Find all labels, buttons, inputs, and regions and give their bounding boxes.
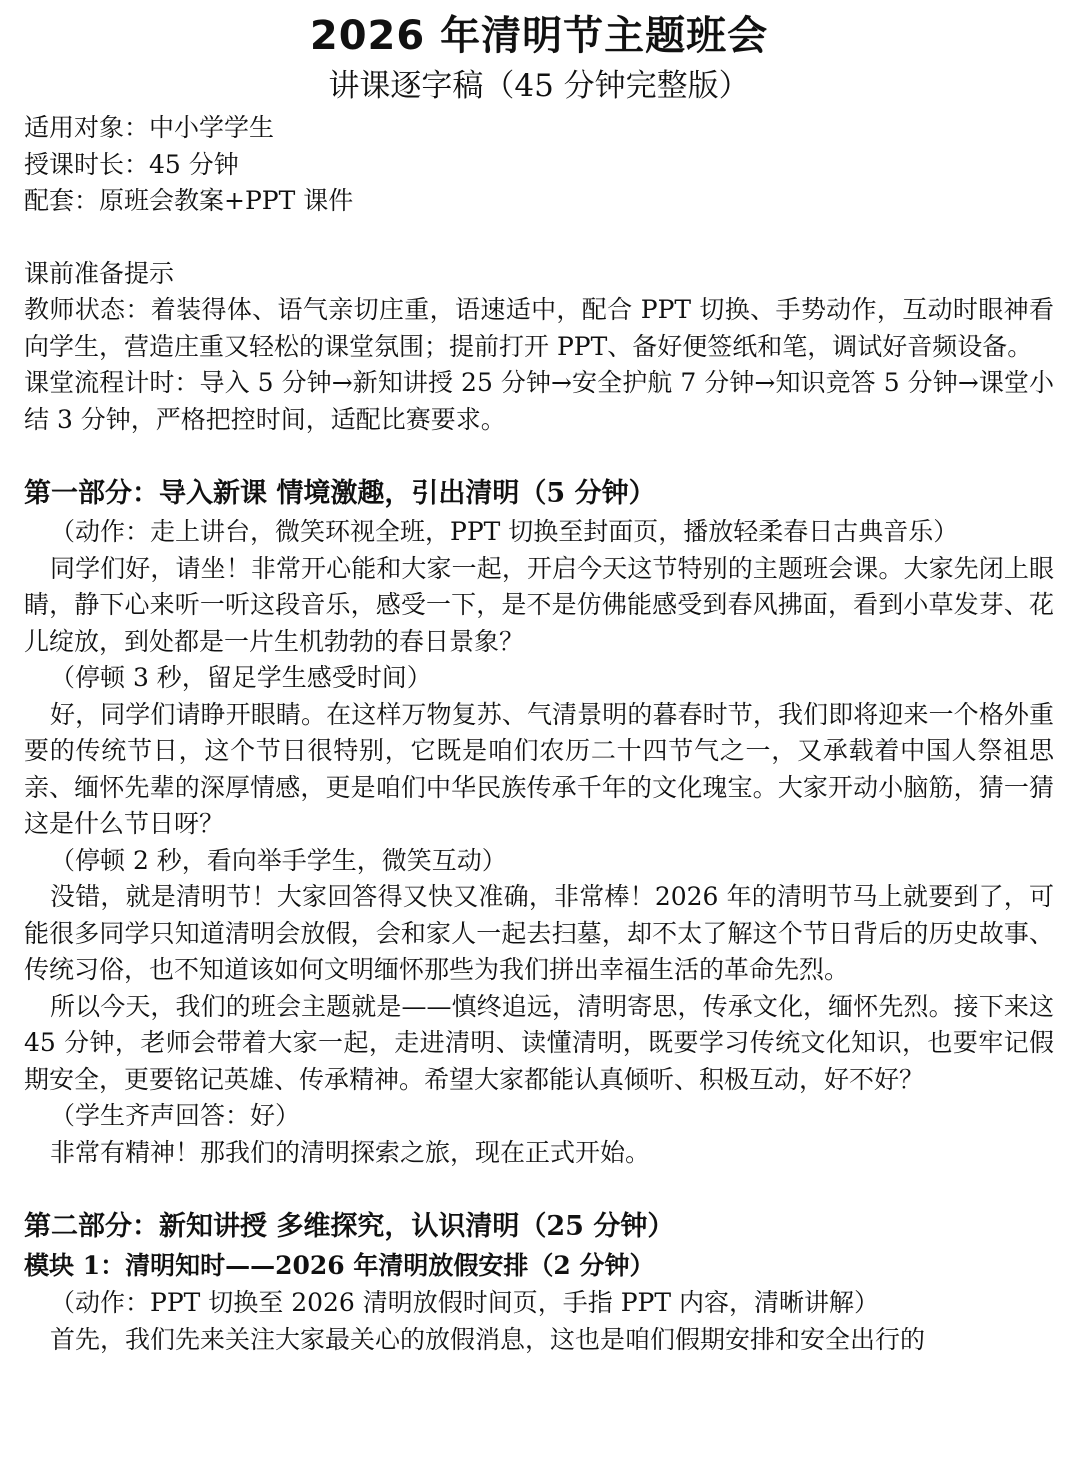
part1-paragraph-1: 同学们好，请坐！非常开心能和大家一起，开启今天这节特别的主题班会课。大家先闭上眼睛，静下心来听一听这段音乐，感受一下，是不是仿佛能感受到春风拂面，看到小草发芽、花儿绽放，到处都是一片生机勃勃的春日景象？ [24,553,1054,656]
part1-paragraph-5: 非常有精神！那我们的清明探索之旅，现在正式开始。 [50,1137,651,1167]
part2-heading: 第二部分：新知讲授 多维探究，认识清明（25 分钟） [24,1211,675,1242]
meta-duration: 授课时长：45 分钟 [24,149,239,179]
part1-action: （动作：走上讲台，微笑环视全班，PPT 切换至封面页，播放轻柔春日古典音乐） [50,517,959,546]
document-subtitle: 讲课逐字稿（45 分钟完整版） [328,68,750,104]
part1-heading: 第一部分：导入新课 情境激趣，引出清明（5 分钟） [24,478,656,509]
spacer [24,1171,1054,1207]
part1-paragraph-2: 好，同学们请睁开眼睛。在这样万物复苏、气清景明的暮春时节，我们即将迎来一个格外重要的传统节日，这个节日很特别，它既是咱们农历二十四节气之一，又承载着中国人祭祖思亲、缅怀先辈的深厚情感，更是咱们中华民族传承千年的文化瑰宝。大家开动小脑筋，猜一猜这是什么节日呀？ [24,699,1054,838]
part2-module1-heading: 模块 1：清明知时——2026 年清明放假安排（2 分钟） [24,1251,655,1280]
meta-audience: 适用对象：中小学学生 [24,113,275,142]
prep-teacher-state: 教师状态：着装得体、语气亲切庄重，语速适中，配合 PPT 切换、手势动作，互动时眼神看向学生，营造庄重又轻松的课堂氛围；提前打开 PPT、备好便签纸和笔，调试好音频设备。 [24,295,1054,361]
part1-pause-1: （停顿 3 秒，留足学生感受时间） [50,663,432,692]
part2-action: （动作：PPT 切换至 2026 清明放假时间页，手指 PPT 内容，清晰讲解） [50,1288,879,1317]
part1-paragraph-3: 没错，就是清明节！大家回答得又快又准确，非常棒！2026 年的清明节马上就要到了，可能很多同学只知道清明会放假，会和家人一起去扫墓，却不太了解这个节日背后的历史故事、传统习俗，也不知道该如何文明缅怀那些为我们拼出幸福生活的革命先烈。 [24,882,1054,984]
document-title: 2026 年清明节主题班会 [309,13,769,59]
part1-paragraph-4: 所以今天，我们的班会主题就是——慎终追远，清明寄思，传承文化，缅怀先烈。接下来这 45 分钟，老师会带着大家一起，走进清明、读懂清明，既要学习传统文化知识，也要牢记假期安全，更要铭记英雄、传承精神。希望大家都能认真倾听、积极互动，好不好？ [24,991,1054,1094]
part1-pause-2: （停顿 2 秒，看向举手学生，微笑互动） [50,845,507,875]
part1-student-response: （学生齐声回答：好） [50,1101,301,1130]
document-page [24,0,1054,1358]
spacer [24,220,1054,256]
prep-heading: 课前准备提示 [24,258,175,288]
meta-materials: 配套：原班会教案+PPT 课件 [24,186,354,215]
part2-paragraph-1: 首先，我们先来关注大家最关心的放假消息，这也是咱们假期安排和安全出行的 [50,1324,926,1354]
prep-timing: 课堂流程计时：导入 5 分钟→新知讲授 25 分钟→安全护航 7 分钟→知识竞答 5 分钟→课堂小结 3 分钟，严格把控时间，适配比赛要求。 [24,368,1054,434]
spacer [24,438,1054,474]
